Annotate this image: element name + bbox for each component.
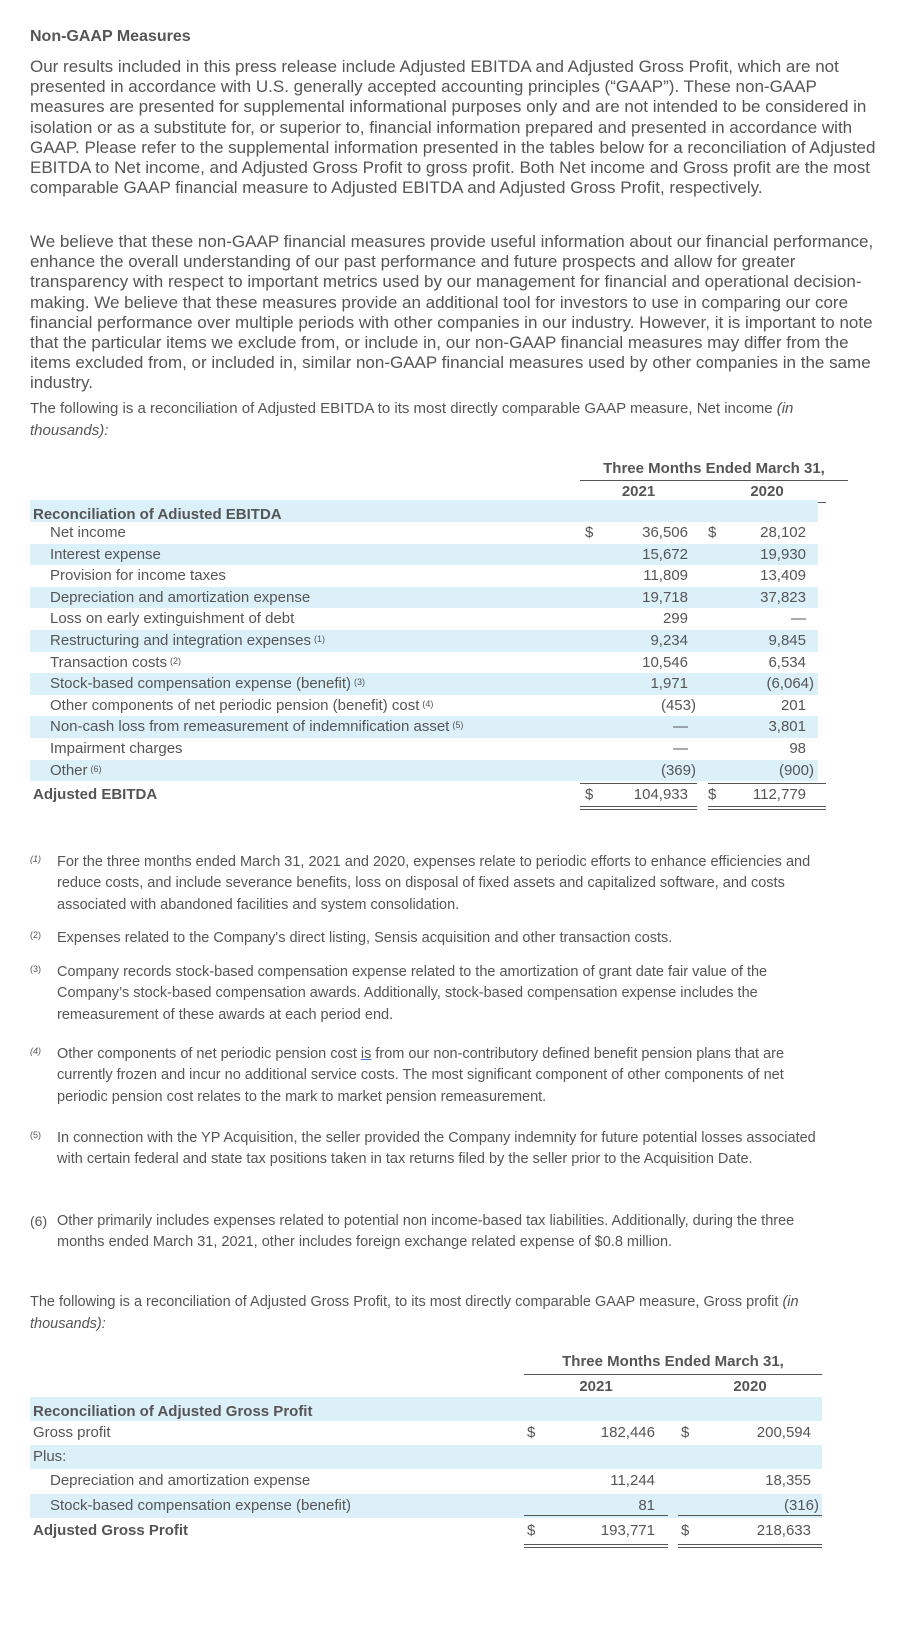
- footnote-ref[interactable]: (3): [354, 677, 366, 688]
- footnote-3-text: Company records stock-based compensation expense related to the amortization of grant date fair value of the Company’s stock-based compensation awards. Additionally, stock-based compensation expense includes the remeasurement of these awards at each period end.: [57, 964, 768, 1023]
- footnote-3-mark: (3): [30, 964, 41, 974]
- value-2020: —: [791, 610, 806, 628]
- value-2021-currency: $: [527, 1424, 536, 1441]
- footnote-ref[interactable]: (1): [314, 634, 325, 644]
- ebitda-header-rule: [580, 480, 848, 481]
- row-label: [50, 630, 325, 652]
- footnote-ref[interactable]: (4): [422, 698, 434, 709]
- footnote-ref[interactable]: (6): [90, 763, 102, 774]
- value-2021: 9,234: [650, 632, 688, 649]
- row-label: [50, 760, 102, 782]
- value-2021: 36,506: [642, 524, 688, 541]
- value-2021: —: [673, 740, 688, 757]
- value-2020-currency: $: [681, 1424, 690, 1441]
- row-label: [50, 565, 226, 587]
- ebitda-total-double-rule-2021: [580, 806, 697, 810]
- ebitda-table-row: [30, 738, 818, 760]
- gp-total-label: Adjusted Gross Profit: [33, 1522, 189, 1539]
- row-label: [50, 673, 365, 695]
- footnote-2-text: Expenses related to the Company's direct listing, Sensis acquisition and other transaction costs.: [57, 930, 673, 946]
- gp-total-2020-value: 218,633: [756, 1522, 811, 1539]
- gp-total-2021-value: 193,771: [600, 1522, 655, 1539]
- ebitda-period-header: Three Months Ended March 31,: [603, 460, 825, 477]
- gp-total-double-rule-2021: [524, 1544, 668, 1548]
- value-2020: (316): [783, 1496, 819, 1514]
- row-label: Plus:: [33, 1448, 67, 1466]
- value-2021: 81: [638, 1496, 655, 1514]
- value-2021: 11,244: [610, 1472, 655, 1490]
- row-label-text: Restructuring and integration expenses: [50, 632, 311, 649]
- ebitda-table-row: [30, 716, 818, 738]
- footnote-5-text: In connection with the YP Acquisition, the seller provided the Company indemnity for future potential losses associated with certain federal and state tax positions taken in tax returns filed by the seller prior to the Acquisition Date.: [57, 1130, 816, 1168]
- gp-subtotal-rule-2020: [678, 1515, 822, 1516]
- row-label-text: Provision for income taxes: [50, 567, 226, 585]
- value-2020: 200,594: [756, 1424, 811, 1441]
- gp-table-row: [30, 1494, 822, 1518]
- ebitda-table-row: [30, 760, 818, 782]
- gp-section-label: Reconciliation of Adjusted Gross Profit: [33, 1403, 313, 1420]
- value-2020: 9,845: [768, 632, 806, 649]
- ebitda-table-row: [30, 587, 818, 609]
- value-2021: (453): [660, 696, 696, 714]
- ebitda-col-2021: 2021: [621, 483, 656, 500]
- ebitda-section-row: [30, 500, 818, 522]
- gp-total-2020-currency: $: [681, 1522, 690, 1539]
- ebitda-section-label: Reconciliation of Adiusted EBITDA: [33, 506, 282, 523]
- gp-col-2021: 2021: [579, 1378, 613, 1395]
- row-label-text: Net income: [50, 524, 126, 541]
- row-label: Stock-based compensation expense (benefit): [50, 1496, 352, 1514]
- gp-table-row: [30, 1445, 822, 1469]
- value-2020-currency: $: [708, 524, 717, 541]
- ebitda-table-row: [30, 544, 818, 566]
- row-label: [50, 522, 126, 544]
- value-2020: 6,534: [768, 653, 806, 671]
- value-2020: 3,801: [768, 718, 806, 736]
- row-label: [50, 738, 183, 760]
- gp-table-row: [30, 1421, 822, 1445]
- value-2020: 18,355: [765, 1472, 811, 1490]
- row-label-text: Stock-based compensation expense (benefit): [50, 675, 352, 693]
- row-label-text: Depreciation and amortization expense: [50, 588, 311, 606]
- ebitda-intro: [30, 398, 870, 442]
- ebitda-intro-units: (in thousands):: [30, 400, 794, 439]
- row-label: [50, 587, 310, 609]
- footnote-1-mark: (1): [30, 854, 41, 864]
- footnote-1-text: For the three months ended March 31, 2021 and 2020, expenses relate to periodic efforts to enhance efficiencies and reduce costs, and include severance benefits, loss on disposal of fixed assets and capitalized software, and costs associated with abandoned facilities and system consolidation.: [57, 854, 811, 913]
- footnote-6-mark: (6): [30, 1213, 48, 1229]
- gp-total-double-rule-2020: [678, 1544, 822, 1548]
- value-2020: 13,409: [760, 567, 806, 585]
- ebitda-table-row: [30, 652, 818, 674]
- ebitda-table-row: [30, 608, 818, 630]
- gp-intro-units: (in thousands):: [30, 1294, 799, 1332]
- row-label: [50, 608, 294, 630]
- value-2021: 182,446: [600, 1424, 655, 1441]
- footnote-4-mark: (4): [30, 1046, 41, 1056]
- footnote-4-text-after: from our non-contributory defined benefit pension plans that are currently frozen and incur no additional service costs. The most significant component of other components of net periodic pension cost relates to the mark to market pension remeasurement.: [57, 1046, 785, 1105]
- value-2020: 37,823: [760, 588, 806, 606]
- row-label: [50, 695, 433, 717]
- gp-col-2020: 2020: [733, 1378, 767, 1395]
- row-label-text: Loss on early extinguishment of debt: [50, 610, 295, 628]
- value-2020: 19,930: [760, 545, 806, 563]
- row-label-text: Other: [50, 761, 88, 779]
- paragraph-non-gaap-usefulness: We believe that these non-GAAP financial measures provide useful information about our financial performance, enhance the overall understanding of our past performance and future prospects and allow for greater transparency with respect to important metrics used by our management for financial and operational decision-making. We believe that these measures provide an additional tool for investors to use in comparing our core financial performance over multiple periods with other companies in our industry. However, it is important to note that the particular items we exclude from, or include in, our non-GAAP financial measures may differ from the items excluded from, or included in, similar non-GAAP financial measures used by other companies in the same industry.: [30, 232, 874, 393]
- gp-period-header: Three Months Ended March 31,: [562, 1353, 784, 1370]
- section-title: Non-GAAP Measures: [30, 28, 191, 45]
- value-2020: 28,102: [760, 524, 806, 541]
- value-2021: 10,546: [642, 653, 688, 671]
- row-label: Gross profit: [33, 1424, 111, 1441]
- footnote-ref[interactable]: (2): [170, 655, 181, 666]
- gp-intro-text: The following is a reconciliation of Adjusted Gross Profit, to its most directly comparable GAAP measure, Gross profit: [30, 1294, 783, 1310]
- row-label-text: Interest expense: [50, 545, 161, 563]
- value-2021: —: [673, 718, 688, 736]
- ebitda-total-row: [30, 784, 818, 806]
- value-2020: 98: [789, 740, 806, 757]
- ebitda-total-double-rule-2020: [708, 806, 826, 810]
- footnote-6-text: Other primarily includes expenses related to potential non income-based tax liabilities. Additionally, during the three months ended March 31, 2021, other includes foreign exchange related expense of $0.8 million.: [57, 1213, 795, 1251]
- ebitda-table-row: [30, 522, 818, 544]
- ebitda-total-label: Adjusted EBITDA: [33, 786, 158, 803]
- row-label: [50, 544, 161, 566]
- ebitda-table-row: [30, 630, 818, 652]
- value-2020: (6,064): [766, 675, 814, 693]
- value-2020: (900): [778, 761, 814, 779]
- row-label-text: Non-cash loss from remeasurement of indemnification asset: [50, 718, 450, 736]
- footnote-2-mark: (2): [30, 930, 41, 940]
- value-2021: 15,672: [642, 545, 688, 563]
- row-label-text: Transaction costs: [50, 653, 167, 671]
- ebitda-col-2020: 2020: [750, 483, 784, 500]
- value-2020: 201: [780, 696, 806, 714]
- footnote-4-text-before: Other components of net periodic pension cost: [57, 1046, 361, 1062]
- row-label: Depreciation and amortization expense: [50, 1472, 311, 1490]
- ebitda-table-row: [30, 673, 818, 695]
- ebitda-total-2020-currency: $: [708, 786, 717, 803]
- footnote-ref[interactable]: (5): [452, 720, 464, 731]
- value-2021: 1,971: [650, 675, 688, 693]
- gp-section-row: [30, 1397, 822, 1421]
- ebitda-table-row: [30, 695, 818, 717]
- row-label-text: Other components of net periodic pension (benefit) cost: [50, 696, 420, 714]
- ebitda-intro-text: The following is a reconciliation of Adjusted EBITDA to its most directly comparable GAAP measure, Net income: [30, 400, 777, 417]
- value-2021-currency: $: [585, 524, 594, 541]
- footnote-5-mark: (5): [30, 1130, 41, 1140]
- ebitda-table-row: [30, 565, 818, 587]
- ebitda-total-2020-value: 112,779: [752, 786, 806, 803]
- value-2021: 19,718: [642, 588, 688, 606]
- gp-table-row: [30, 1469, 822, 1493]
- value-2021: 11,809: [643, 567, 688, 585]
- gp-total-2021-currency: $: [527, 1522, 536, 1539]
- value-2021: 299: [662, 610, 688, 628]
- gp-subtotal-rule-2021: [524, 1515, 668, 1516]
- paragraph-non-gaap-intro: Our results included in this press release include Adjusted EBITDA and Adjusted Gross Profit, which are not presented in accordance with U.S. generally accepted accounting principles (“GAAP”). These non-GAAP measures are presented for supplemental informational purposes only and are not intended to be considered in isolation or as a substitute for, or superior to, financial information prepared and presented in accordance with GAAP. Please refer to the supplemental information presented in the tables below for a reconciliation of Adjusted EBITDA to Net income, and Adjusted Gross Profit to gross profit. Both Net income and Gross profit are the most comparable GAAP financial measure to Adjusted EBITDA and Adjusted Gross Profit, respectively.: [30, 57, 876, 198]
- gp-intro: [30, 1292, 830, 1335]
- row-label-text: Impairment charges: [50, 740, 183, 757]
- gp-total-row: [30, 1519, 822, 1543]
- row-label: [50, 716, 463, 738]
- footnote-4-link[interactable]: is: [360, 1046, 372, 1062]
- row-label: [50, 652, 181, 674]
- footnote-4-text: [57, 1044, 827, 1108]
- value-2021: (369): [660, 761, 696, 779]
- gp-header-rule: [524, 1374, 822, 1375]
- ebitda-total-2021-value: 104,933: [633, 786, 688, 803]
- ebitda-total-2021-currency: $: [585, 786, 594, 803]
